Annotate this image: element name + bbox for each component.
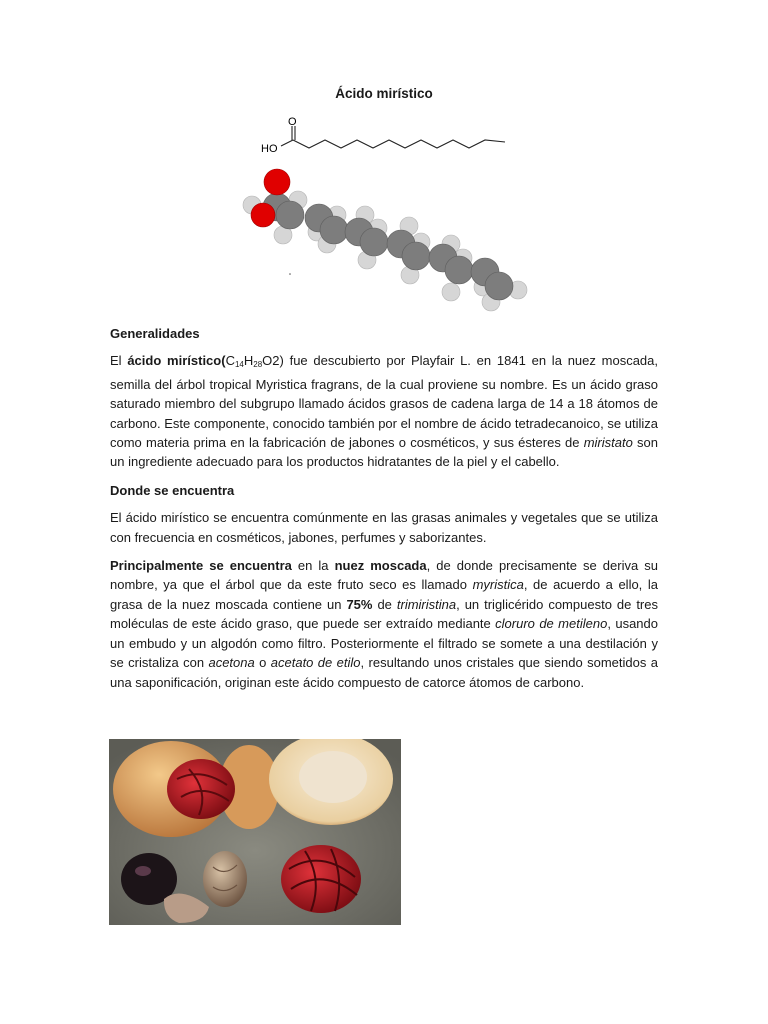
page-title: Ácido mirístico <box>335 86 433 101</box>
section-heading-donde: Donde se encuentra <box>110 482 235 498</box>
section-heading-generalidades: Generalidades <box>110 326 200 341</box>
paragraph-donde-2: Principalmente se encuentra en la nuez moscada, de donde precisamente se deriva su nombre, ya que el árbol que da este fruto seco es llamado myristica, de acuerdo a ello, la grasa de la nuez moscada contiene un 75% de trimiristina, un triglicérido compuesto de tres moléculas de este ácido graso, que puede ser extraído mediante cloruro de metileno, usando un embudo y un algodón como filtro. Posteriormente el filtrado se somete a una destilación y se cristaliza con acetona o acetato de etilo, resultando unos cristales que siendo sometidos a una saponificación, originan este ácido compuesto de catorce átomos de carbono. <box>110 558 658 690</box>
hydroxyl-label: HO <box>261 143 278 155</box>
skeletal-formula-diagram <box>255 112 515 160</box>
space-filling-molecule-model <box>235 160 535 320</box>
paragraph-generalidades: El ácido $mirístico(C_{14}H_{28}O2)$ fue descubierto por Playfair L. en 1841 en la nuez moscada, semilla del árbol tropical Myristica fragrans, de la cual proviene su nombre. Es un ácido graso saturado miembro del subgrupo llamado ácidos grasos de cadena larga de 14 a 18 átomos de carbono. Este componente, conocido también por el nombre de ácido tetradecanoico, se utiliza como materia prima en la fabricación de jabones o cosméticos, y sus ésteres de miristato son un ingrediente adecuado para los productos hidratantes de la piel y el cabello. <box>110 353 659 470</box>
chemical-formula: $C_{14}H_{28}O2$) <box>225 353 284 370</box>
document-body <box>110 324 658 701</box>
nutmeg-photo <box>109 739 401 925</box>
paragraph-donde-1: El ácido mirístico se encuentra comúnmente en las grasas animales y vegetales que se utiliza con frecuencia en cosméticos, jabones, perfumes y saborizantes. <box>110 510 658 545</box>
oxygen-label: O <box>288 116 297 128</box>
